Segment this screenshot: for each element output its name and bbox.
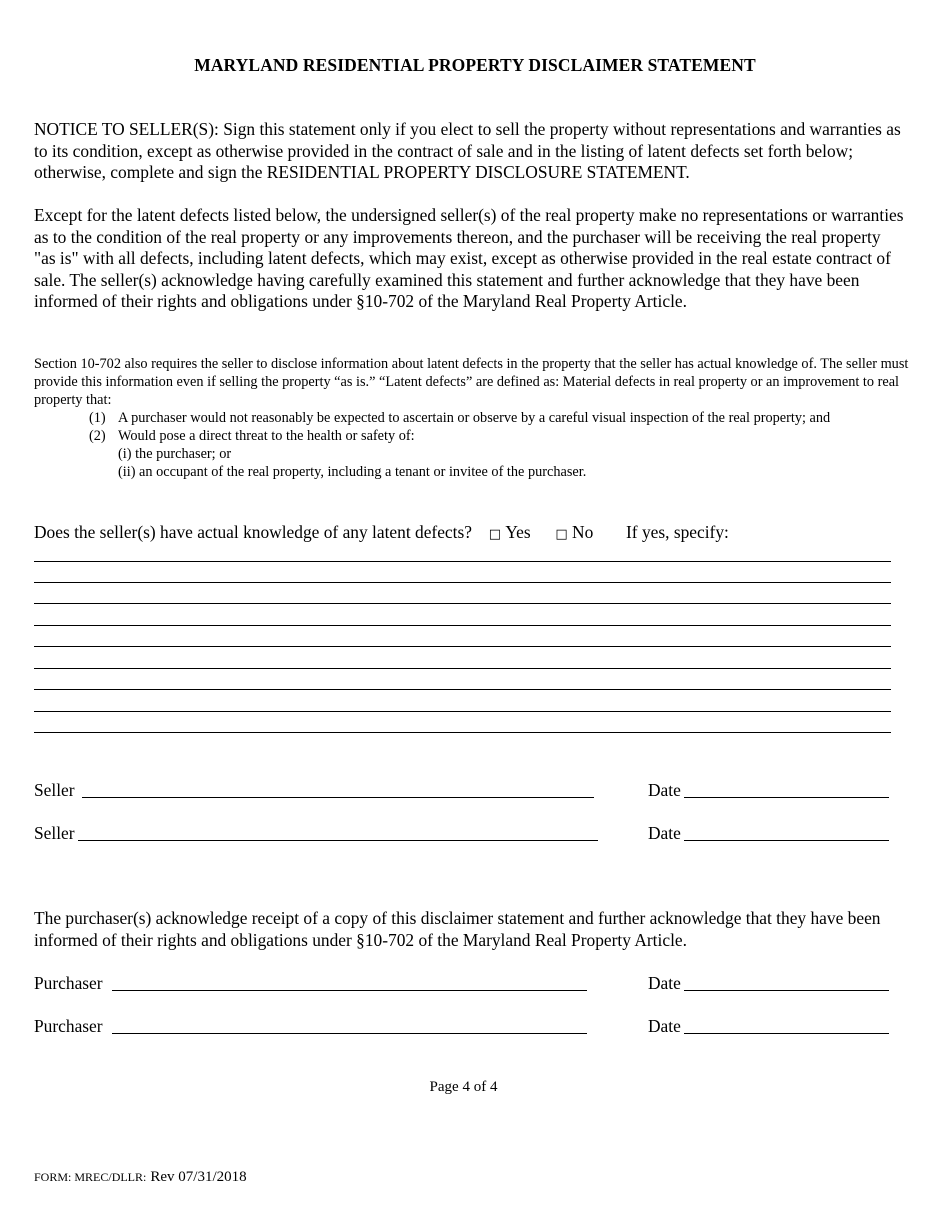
yes-checkbox[interactable]: □: [488, 527, 501, 542]
page-number: Page 4 of 4: [429, 1079, 498, 1095]
specify-line-5[interactable]: [34, 646, 891, 647]
specify-line-8[interactable]: [34, 711, 891, 712]
disclaimer-paragraph: Except for the latent defects listed below, the undersigned seller(s) of the real property make no representations or warranties as to the condition of the real property or any improvements thereon, and the purchaser will be receiving the real property "as is" with all defects, including latent defects, which may exist, except as otherwise provided in the real estate contract of sale. The seller(s) acknowledge having carefully examined this statement and further acknowledge that they have been informed of their rights and obligations under §10-702 of the Maryland Real Property Article.: [34, 205, 904, 311]
purchaser-2-date-label: Date: [648, 1016, 681, 1036]
specify-line-2[interactable]: [34, 582, 891, 583]
no-checkbox[interactable]: □: [555, 527, 568, 542]
form-identifier: [34, 1168, 247, 1186]
page-title: MARYLAND RESIDENTIAL PROPERTY DISCLAIMER STATEMENT: [194, 55, 756, 75]
form-code: FORM: MREC/DLLR:: [34, 1170, 147, 1184]
condition-text: A purchaser would not reasonably be expected to ascertain or observe by a careful visual inspection of the real property; and: [118, 410, 831, 426]
section-10-702-intro: Section 10-702 also requires the seller to disclose information about latent defects in the property that the seller has actual knowledge of. The seller must provide this information even if selling the property “as is.” “Latent defects” are defined as: Material defects in real property or an improvement to real property that:: [34, 356, 909, 408]
purchaser-2-label: Purchaser: [34, 1016, 103, 1036]
purchaser-1-date-label: Date: [648, 973, 681, 993]
seller-1-date-label: Date: [648, 780, 681, 800]
purchaser-1-date-line[interactable]: [684, 990, 889, 991]
purchaser-1-label: Purchaser: [34, 973, 103, 993]
question-text: Does the seller(s) have actual knowledge of any latent defects?: [34, 522, 472, 542]
seller-1-signature-line[interactable]: [82, 797, 594, 798]
purchaser-1-signature-line[interactable]: [112, 990, 587, 991]
purchaser-2-date-line[interactable]: [684, 1033, 889, 1034]
specify-label: If yes, specify:: [626, 522, 729, 542]
subcondition-text: (ii) an occupant of the real property, including a tenant or invitee of the purchaser.: [118, 464, 587, 480]
seller-2-signature-line[interactable]: [78, 840, 598, 841]
specify-line-7[interactable]: [34, 689, 891, 690]
condition-number: (2): [89, 428, 106, 444]
seller-2-date-label: Date: [648, 823, 681, 843]
specify-line-3[interactable]: [34, 603, 891, 604]
seller-2-label: Seller: [34, 823, 75, 843]
specify-line-1[interactable]: [34, 561, 891, 562]
purchaser-acknowledgement: The purchaser(s) acknowledge receipt of a copy of this disclaimer statement and further acknowledge that they have been informed of their rights and obligations under §10-702 of the Maryland Real Property Article.: [34, 908, 881, 950]
seller-1-label: Seller: [34, 780, 75, 800]
subcondition-text: (i) the purchaser; or: [118, 446, 232, 462]
specify-line-4[interactable]: [34, 625, 891, 626]
specify-line-6[interactable]: [34, 668, 891, 669]
seller-1-date-line[interactable]: [684, 797, 889, 798]
notice-to-sellers: NOTICE TO SELLER(S): Sign this statement only if you elect to sell the property without representations and warranties as to its condition, except as otherwise provided in the contract of sale and in the listing of latent defects set forth below; otherwise, complete and sign the RESIDENTIAL PROPERTY DISCLOSURE STATEMENT.: [34, 119, 901, 182]
condition-text: Would pose a direct threat to the health or safety of:: [118, 428, 415, 444]
specify-line-9[interactable]: [34, 732, 891, 733]
form-revision: Rev 07/31/2018: [150, 1169, 247, 1185]
seller-2-date-line[interactable]: [684, 840, 889, 841]
no-label: No: [572, 522, 594, 542]
yes-label: Yes: [505, 522, 531, 542]
latent-defects-question: [34, 522, 729, 543]
condition-number: (1): [89, 410, 106, 426]
purchaser-2-signature-line[interactable]: [112, 1033, 587, 1034]
